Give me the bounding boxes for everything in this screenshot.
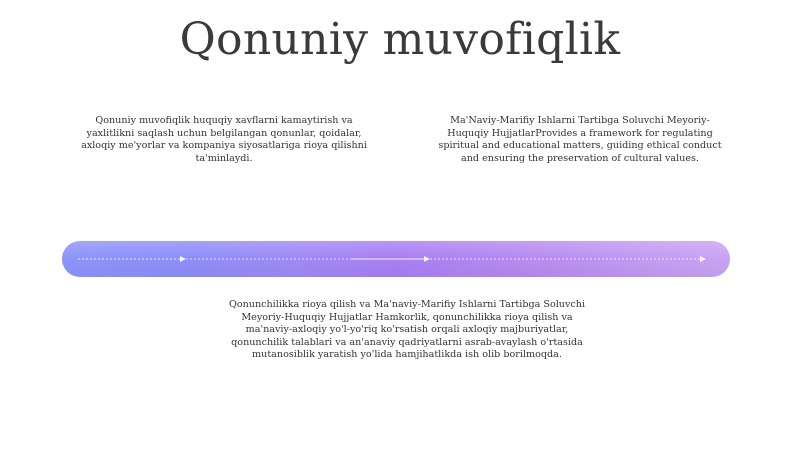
bottom-text-block: Qonunchilikka rioya qilish va Ma'naviy-Marifiy Ishlarni Tartibga Soluvchi Meyoriy-Huquqiy Hujjatlar Hamkorlik, qonunchilikka rioya qilish va ma'naviy-axloqiy yo'l-yo'riq ko'rsatish orqali axloqiy majburiyatlar, qonunchilik talablari va an'anaviy qadriyatlarni asrab-avaylash o'rtasida mutanosiblik yaratish yo'lida hamjihatlikda ish olib borilmoqda. (228, 299, 586, 361)
slide-title: Qonuniy muvofiqlik (179, 14, 621, 65)
bar-arrows (62, 241, 730, 277)
left-text-block: Qonuniy muvofiqlik huquqiy xavflarni kamaytirish va yaxlitlikni saqlash uchun belgilangan qonunlar, qoidalar, axloqiy me'yorlar va kompaniya siyosatlariga rioya qilishni ta'minlaydi. (81, 115, 367, 164)
arrow-right-icon (700, 256, 706, 262)
right-text-block: Ma'Naviy-Marifiy Ishlarni Tartibga Soluvchi Meyoriy-Huquqiy HujjatlarProvides a framework for regulating spiritual and educational matters, guiding ethical conduct and ensuring the preservation of cultural values. (438, 115, 722, 164)
arrow-right-icon (180, 256, 186, 262)
arrow-right-icon (424, 256, 430, 262)
connector-bar (62, 241, 730, 277)
